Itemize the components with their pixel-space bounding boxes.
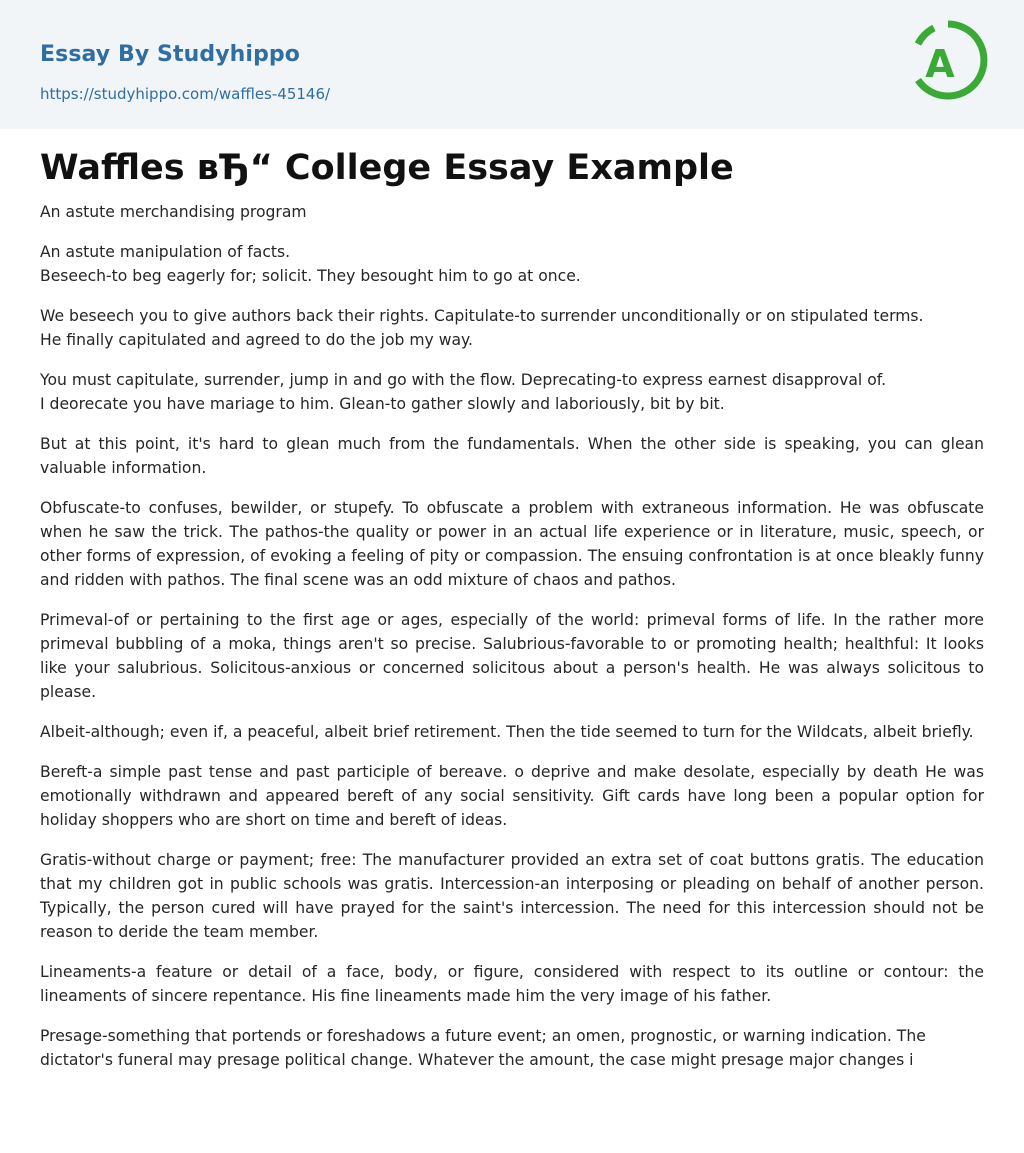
site-brand[interactable]: Essay By Studyhippo <box>40 42 300 67</box>
studyhippo-logo-icon[interactable] <box>910 18 988 106</box>
paragraph: Presage-something that portends or foreshadows a future event; an omen, prognostic, or warning indication. The dictator's funeral may presage political change. Whatever the amount, the case might presage major changes i <box>40 1027 926 1069</box>
logo-letter: A <box>925 42 955 86</box>
paragraph: An astute merchandising program <box>40 203 307 221</box>
paragraph: Obfuscate-to confuses, bewilder, or stupefy. To obfuscate a problem with extraneous information. He was obfuscate when he saw the trick. The pathos-the quality or power in an actual life experience or in literature, music, speech, or other forms of expression, of evoking a feeling of pity or compassion. The ensuing confrontation is at once bleakly funny and ridden with pathos. The final scene was an odd mixture of chaos and pathos. <box>40 499 984 589</box>
page-url-link[interactable]: https://studyhippo.com/waffles-45146/ <box>40 85 331 103</box>
site-header <box>0 0 1024 129</box>
paragraph: You must capitulate, surrender, jump in and go with the flow. Deprecating-to express earnest disapproval of. I deorecate you have mariage to him. Glean-to gather slowly and laboriously, bit by bit. <box>40 371 887 413</box>
paragraph: An astute manipulation of facts. Beseech-to beg eagerly for; solicit. They besought him to go at once. <box>40 243 581 285</box>
paragraph: We beseech you to give authors back their rights. Capitulate-to surrender unconditionally or on stipulated terms. He finally capitulated and agreed to do the job my way. <box>40 307 924 349</box>
paragraph: But at this point, it's hard to glean much from the fundamentals. When the other side is speaking, you can glean valuable information. <box>40 435 984 477</box>
paragraph: Primeval-of or pertaining to the first age or ages, especially of the world: primeval forms of life. In the rather more primeval bubbling of a moka, things aren't so precise. Salubrious-favorable to or promoting health; healthful: It looks like your salubrious. Solicitous-anxious or concerned solicitous about a person's health. He was always solicitous to please. <box>40 611 984 701</box>
paragraph: Gratis-without charge or payment; free: The manufacturer provided an extra set of coat buttons gratis. The education that my children got in public schools was gratis. Intercession-an interposing or pleading on behalf of another person. Typically, the person cured will have prayed for the saint's intercession. The need for this intercession should not be reason to deride the team member. <box>40 851 984 941</box>
paragraph: Lineaments-a feature or detail of a face, body, or figure, considered with respect to its outline or contour: the lineaments of sincere repentance. His fine lineaments made him the very image of his father. <box>40 963 984 1005</box>
article-body <box>40 200 984 1088</box>
paragraph: Albeit-although; even if, a peaceful, albeit brief retirement. Then the tide seemed to turn for the Wildcats, albeit briefly. <box>40 723 974 741</box>
page-title: Waffles вЂ“ College Essay Example <box>40 148 734 188</box>
paragraph: Bereft-a simple past tense and past participle of bereave. o deprive and make desolate, especially by death He was emotionally withdrawn and appeared bereft of any social sensitivity. Gift cards have long been a popular option for holiday shoppers who are short on time and bereft of ideas. <box>40 763 984 829</box>
